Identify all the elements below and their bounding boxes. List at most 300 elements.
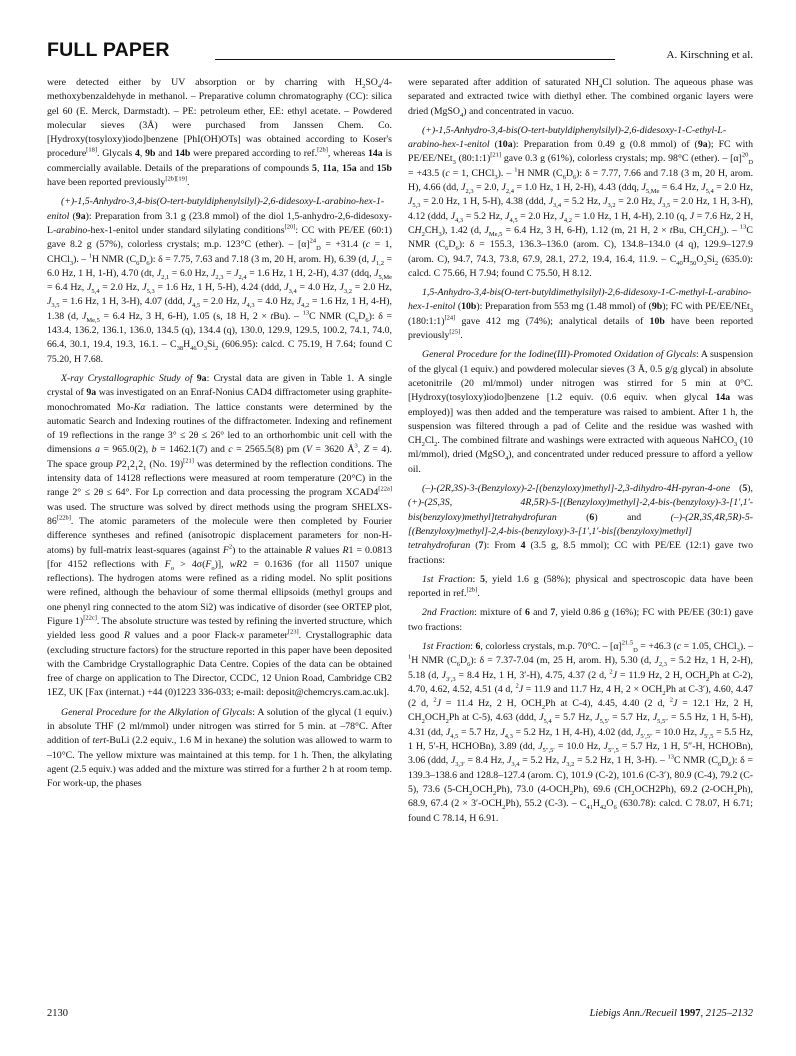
text-run: D <box>139 253 147 265</box>
text-run: : <box>470 640 476 652</box>
text-run: ): δ = 7.37-7.04 (m, 25 H, arom. H), 5.30 (d, <box>470 655 655 667</box>
text-run: J <box>156 267 162 279</box>
text-run: General Procedure for the Alkylation of Glycals <box>61 706 253 718</box>
text-run: = 5.7 Hz, <box>551 712 596 724</box>
text-run: -BuLi (2.2 equiv., 1.6 M in hexane) the solution was allowed to warm to –10°C. The yellow mixture was maintained at this temp. for 1 h. Then, the alkylating agent (2.5 equiv.) was added and the mixture was stirred for a further 2 h at room temp. For work-up, the phases <box>47 735 392 790</box>
text-run: J <box>657 196 663 208</box>
text-run: J <box>187 296 192 308</box>
text-run: 2 <box>733 789 737 797</box>
section-label: FULL PAPER <box>47 39 170 61</box>
text-run: 14a <box>715 392 731 404</box>
text-run: values <box>311 544 343 556</box>
paragraph <box>47 76 392 190</box>
text-run: 11a <box>322 162 337 174</box>
text-run: 7 <box>550 607 556 619</box>
text-run: 6 <box>613 804 617 812</box>
text-run: ): Preparation from 3.1 g (23.8 mmol) of the diol 1,5-anhydro-2,6-didesoxy-L- <box>47 210 392 236</box>
text-run: 4 <box>377 82 382 90</box>
text-run: . The atomic parameters of the molecule were then completed by Fourier difference syntheses and refined (anisotropic displacement parameters for non-H-atoms) by full-matrix least-squares (against <box>47 515 392 556</box>
text-run: ); FC with PE/EE/NEt <box>662 301 750 313</box>
text-run: b <box>151 444 157 456</box>
text-run: Z <box>363 444 370 456</box>
text-run: = 1.05, CHCl <box>681 640 737 652</box>
text-run: 42 <box>599 804 607 812</box>
text-run: H NMR (C <box>411 655 457 667</box>
text-run: 3 <box>749 307 754 315</box>
text-run: 6 <box>445 245 449 253</box>
text-run: 5″,5 <box>607 747 619 755</box>
text-run: 2 <box>445 718 449 726</box>
text-run: = 2.0 Hz, <box>200 296 243 308</box>
text-run: Ph), 69.6 (CH <box>573 783 632 795</box>
text-run: 2 <box>421 718 425 726</box>
text-run: and <box>529 607 551 619</box>
text-run: ): δ = 155.3, 136.3–136.0 (arom. C), 134.8–134.0 (4 q), 129.9–127.9 (arom. C), 94.7, 74.3, 73.8, 67.9, 28.1, 27.2, 19.4, 16.4, 11.9. – C <box>408 239 753 265</box>
page-number: 2130 <box>47 1008 68 1019</box>
text-run: 1,5-Anhydro-3,4-bis(O-tert-butyldimethylsilyl)-2,6-didesoxy-1-C-methyl-L-arabino-hex-1-enitol <box>408 287 752 313</box>
text-run: and <box>356 162 377 174</box>
text-run: = 5.5 Hz, 1 H, 5′-H, HCHOBn), 3.89 (dd, <box>408 726 754 753</box>
text-run: . <box>477 588 480 600</box>
text-run: 3 <box>494 173 498 181</box>
text-run: = 8.4 Hz, 1 H, 3′-H), 4.75, 4.37 (2 d, <box>455 669 610 681</box>
text-run: 9a <box>86 387 97 399</box>
text-run: , whereas <box>327 148 368 160</box>
text-run: D <box>721 755 729 767</box>
text-run: 2 <box>433 696 437 704</box>
text-run: 13 <box>739 223 747 231</box>
text-run: F <box>222 544 229 556</box>
text-run: C <box>706 224 713 236</box>
text-run: 6 <box>456 661 461 669</box>
text-run: 5 <box>480 573 485 585</box>
text-run: ). – <box>73 253 89 265</box>
text-run: J <box>47 296 52 308</box>
text-run: 2 <box>130 458 135 470</box>
text-run: . The combined filtrate and washings were extracted with aqueous NaHCO <box>437 435 734 447</box>
text-run: 1 <box>134 464 139 472</box>
text-run: 6 <box>717 761 722 769</box>
text-run: : A solution of the glycal (1 equiv.) in absolute THF (2 ml/mmol) under nitrogen was stirred for 5 min. at –78°C. After addition of <box>47 706 392 747</box>
text-run: = 6.4 Hz, 3 H, 6-H), 1.05 (s, 18 H, 2 × <box>99 310 271 322</box>
text-run: x <box>239 630 245 642</box>
text-run: J <box>505 210 510 222</box>
text-run: Ph at C-2), 4.70, 4.62, 4.52, 4.51 (4 d, <box>408 669 753 695</box>
text-run: Kα <box>133 401 146 413</box>
text-run: 4,2 <box>301 302 310 310</box>
text-run: 6 <box>467 661 471 669</box>
text-run: = 5.2 Hz, <box>463 210 506 222</box>
text-run: 2 <box>421 230 425 238</box>
text-run: Me,5 <box>488 230 503 238</box>
text-run: [23] <box>287 629 299 637</box>
text-run: J <box>484 224 489 236</box>
text-run: = 2565.5(8) pm ( <box>232 444 306 456</box>
text-run: J <box>461 182 466 194</box>
text-run: 2,4 <box>505 188 514 196</box>
text-run: 4 <box>520 540 526 552</box>
text-run: Si <box>706 253 715 265</box>
text-run: ) to the attainable <box>232 544 306 556</box>
text-run: = 10.0 Hz, <box>652 726 700 738</box>
text-run: : <box>472 573 481 585</box>
text-run: = 6.4 Hz, <box>47 282 87 294</box>
text-run: 5′,5″ <box>640 732 653 740</box>
text-run: = 12.1 Hz, 2 H, CH <box>408 698 753 724</box>
text-run: 2 <box>609 668 613 676</box>
text-run: J <box>603 741 608 753</box>
text-run: 6 <box>146 259 150 267</box>
text-run: O <box>196 339 204 351</box>
text-run: 2 <box>706 675 710 683</box>
text-run: C NMR (C <box>408 224 753 251</box>
text-run: 4,3 <box>455 216 464 224</box>
text-run: ): From <box>483 540 521 552</box>
text-run: ( <box>69 210 76 222</box>
text-run: D <box>633 646 638 654</box>
text-run: were detected either by UV absorption or by charring with H <box>47 77 363 88</box>
text-run: 2 <box>502 804 506 812</box>
text-run: 2 <box>421 441 425 449</box>
text-run: (+)-(2S,3S, 4R,5R)-5-[(Benzyloxy)methyl]-2,4-bis-(benzyloxy)-3-[1′,1′-bis(benzyloxy)methyl]tetrahydrofuran <box>408 497 753 523</box>
text-run: 21.5 <box>621 639 634 647</box>
text-run: . <box>187 177 190 189</box>
text-run: 3,5 <box>51 302 60 310</box>
text-run: 13 <box>302 309 310 317</box>
text-run: [2b][19] <box>165 175 188 183</box>
text-run: J <box>603 196 608 208</box>
text-run: J <box>636 726 641 738</box>
text-run: 4,3 <box>504 732 513 740</box>
text-run: 5,4 <box>705 188 714 196</box>
text-run: : mixture of <box>474 607 525 619</box>
left-column <box>47 76 392 792</box>
text-run: 6 <box>365 316 369 324</box>
text-run: 5′,5 <box>704 732 714 740</box>
text-run: J <box>561 755 567 767</box>
text-run: 50 <box>689 259 697 267</box>
text-run: H <box>712 224 720 236</box>
text-run: c <box>228 444 233 456</box>
text-run: R <box>342 544 349 556</box>
text-run: Me,5 <box>86 316 100 324</box>
text-run: = 5.2 Hz, 1 H, 4-H), 4.02 (dd, <box>512 726 637 738</box>
text-run: a <box>95 444 100 456</box>
running-authors: A. Kirschning et al. <box>666 49 753 61</box>
text-run: , <box>357 444 364 456</box>
text-run: ( <box>730 483 743 495</box>
text-run: 6 <box>136 259 140 267</box>
text-run: 3 <box>69 259 74 267</box>
text-run: J <box>371 253 376 265</box>
text-run: = +43.5 ( <box>408 167 446 179</box>
text-run: J <box>142 282 147 294</box>
text-run: 2 <box>714 259 719 267</box>
text-run: t <box>270 310 274 322</box>
text-run: (+)-1,5-Anhydro-3,4-bis(O-tert-butyldiphenylsilyl)-2,6-didesoxy-1-C-ethyl-L-arabino-hex-1-enitol <box>408 124 727 151</box>
text-run: 40 <box>676 259 683 267</box>
text-run: 4 <box>459 111 464 119</box>
text-run: arabino <box>56 224 88 236</box>
text-run: J <box>374 267 379 279</box>
text-run: radiation. The lattice constants were determined by the automatic Search and Indexing routines of the diffractometer. Indexing and refinement of 19 reflections in the range 3° ≤ 2θ ≤ 26° led to an orthorhombic unit cell with the dimensions <box>47 401 392 456</box>
text-run: = 1.6 Hz, 1 H, 4-H), 1.38 (d, <box>47 296 392 322</box>
text-run: 14a <box>367 148 383 160</box>
text-run: have been reported previously <box>408 315 753 342</box>
text-run: = 5.7 Hz, <box>458 726 501 738</box>
paragraph <box>408 76 753 119</box>
text-run: 10b <box>649 315 665 327</box>
text-run: were separated after addition of saturated NH <box>408 77 600 88</box>
paragraph <box>408 573 753 602</box>
text-run: 3,2 <box>343 288 353 296</box>
text-run: wR <box>229 558 243 570</box>
text-run: J <box>641 182 646 194</box>
text-run: 1 <box>408 654 412 662</box>
text-run: = 4.0 Hz, <box>296 282 340 294</box>
text-run: = 6.4 Hz, 3 H, 6-H), 1.12 (m, 21 H, 2 × <box>502 224 670 236</box>
text-run: = 5.2 Hz, 1 H, 2-H), 5.18 (d, <box>408 655 753 681</box>
text-run: [18] <box>86 147 98 155</box>
text-run: was employed)] was then added and the temperature was raised to ambient. After 1 h, the suspension was filtered through a pad of Celite and the residue was washed with CH <box>408 392 753 447</box>
text-run: ). – <box>497 167 515 179</box>
text-run: 3,3′ <box>455 761 465 769</box>
text-run: Ph), 73.0 (4-OCH <box>496 783 570 795</box>
text-run: ) and <box>594 511 671 523</box>
text-run: 2 <box>662 689 666 697</box>
text-run: 3 <box>438 230 442 238</box>
text-run: [20] <box>284 223 296 231</box>
text-run: = 11.9 and 11.7 Hz, 4 H, 2 × OCH <box>523 683 663 695</box>
text-run: , <box>139 148 146 160</box>
text-run: 2,3 <box>658 661 668 669</box>
text-run: 7 <box>478 540 484 552</box>
text-run: was determined by the reflection conditions. The intensity data of 14128 reflections were measured at room temperature (20°C) in the range 2° ≤ 2θ ≤ 64°. For Lp correction and data processing the program XCAD4 <box>47 458 392 499</box>
text-run: J <box>242 296 247 308</box>
text-run: ) and concentrated in vacuo. <box>463 105 574 117</box>
text-run: 5 <box>312 162 317 174</box>
text-run: -hex-1-enitol under standard silylating conditions <box>87 224 285 236</box>
text-run: : CC with PE/EE (60:1) gave 8.2 g (57%), colorless crystals; m.p. 123°C (ether). – [α] <box>47 224 393 251</box>
text-run: ). – <box>739 640 753 652</box>
text-run: J <box>654 655 659 667</box>
text-run: F <box>205 558 212 570</box>
text-run: ( <box>556 511 590 523</box>
text-run: 5,Me <box>645 188 660 196</box>
text-run: was investigated on an Enraf-Nonius CAD4 diffractometer using graphite-monochromated Mo- <box>47 387 392 413</box>
text-run: was used. The structure was solved by direct methods using the program SHELXS-86 <box>47 501 392 527</box>
text-run: Si <box>207 339 216 351</box>
text-run: 2,4 <box>238 273 247 281</box>
text-run: = 5.7 Hz, 1 H, 5″-H, HCHOBn), 3.06 (ddd, <box>408 741 753 767</box>
text-run: (630.78): calcd. C 78.07, H 6.71; found C 78.14, H 6.91. <box>408 798 754 824</box>
text-run: O <box>696 253 704 265</box>
text-run: 6 <box>589 511 595 523</box>
text-run: 3,4 <box>552 202 562 210</box>
text-run: J <box>500 726 505 738</box>
text-run: 4,5 <box>450 732 459 740</box>
text-run: C NMR (C <box>673 755 718 767</box>
text-run: (10 ml/mmol), dried (MgSO <box>408 435 753 461</box>
paragraph <box>408 286 753 343</box>
text-run: 4 <box>134 148 140 160</box>
text-run: ): δ = 7.75, 7.63 and 7.18 (3 m, 20 H, arom. H), 6.39 (d, <box>149 253 372 265</box>
text-run: = 3620 Å <box>311 444 355 456</box>
text-run: 10b <box>461 301 477 313</box>
text-run: 9a <box>697 139 708 151</box>
text-run: J <box>450 755 456 767</box>
text-run: 2 <box>669 696 673 704</box>
text-run: 2 <box>215 345 219 353</box>
text-run: J <box>436 698 441 710</box>
text-run: J <box>539 712 544 724</box>
text-run: = 10.0 Hz, <box>554 741 604 753</box>
text-run: parameter <box>244 630 288 642</box>
text-run: = 2.0 Hz, <box>352 282 392 294</box>
text-run: )], <box>214 558 230 570</box>
text-run: (No. 19) <box>146 458 184 470</box>
text-run: J <box>507 755 512 767</box>
text-run: 6 <box>355 316 359 324</box>
text-run: = 11.9 Hz, 2 H, OCH <box>617 669 707 681</box>
text-run: 4,2 <box>563 216 572 224</box>
text-run: 1st Fraction <box>422 640 471 652</box>
text-run: 3,4 <box>511 761 520 769</box>
text-run: J <box>501 182 506 194</box>
text-run: . The absolute structure was tested by refining the inverted structure, which yielded less good <box>47 615 392 642</box>
text-run: gave 412 mg (74%); analytical details of <box>455 315 650 327</box>
paragraph <box>408 640 753 826</box>
text-run: [21] <box>490 152 502 160</box>
text-run: = 2.0 Hz, <box>99 282 143 294</box>
text-run: = 6.0 Hz, <box>169 267 212 279</box>
running-footer <box>47 1008 753 1024</box>
paragraph <box>47 372 392 701</box>
text-run: ), <box>747 483 753 495</box>
text-run: : A suspension of the glycal (1 equiv.) and powdered molecular sieves (3 Å, 0.5 g/g glycal) in absolute acetonitrile (20 ml/mmol) under nitrogen was stirred for 5 min at 0°C. [Hydroxy(tosyloxy)iodo]benzene [1.2 equiv. (0.6 equiv. when glycal <box>408 349 753 404</box>
text-run: 2 <box>121 458 127 470</box>
text-run: J <box>699 726 704 738</box>
text-run: = 2.0 Hz, <box>713 182 753 194</box>
text-run: 4 <box>505 455 509 463</box>
text-run: > 4σ( <box>174 558 206 570</box>
text-run: = 2.0 Hz, 1 H, 5-H), 4.38 (ddd, <box>420 196 549 208</box>
text-run: 41 <box>586 804 593 812</box>
text-run: (–)-(2R,3S)-3-(Benzyloxy)-2-[(benzyloxy)methyl]-2,3-dihydro-4H-pyran-4-one <box>422 483 731 495</box>
text-run: 5 <box>742 483 748 495</box>
text-run: = 1.6 Hz, 1 H, 2-H), 4.37 (ddq, <box>246 267 375 279</box>
text-run: J <box>339 282 344 294</box>
text-run: [2b] <box>317 147 328 155</box>
text-run: ( <box>455 301 462 313</box>
journal-year: 1997 <box>679 1008 701 1019</box>
text-run: J <box>445 726 451 738</box>
text-run: H NMR (C <box>91 253 137 265</box>
text-run: Cl <box>424 435 435 447</box>
text-run: = 5.2 Hz, 1 H, 3-H). – <box>574 755 668 767</box>
text-run: = 11.4 Hz, 2 H, OCH <box>441 698 542 710</box>
text-run: 3 <box>452 159 456 167</box>
paragraph <box>408 124 753 281</box>
text-run: ). – <box>723 224 740 236</box>
text-run: = 1.6 Hz, 1 H, 5-H), 4.24 (ddd, <box>154 282 285 294</box>
text-run: 2 <box>569 789 573 797</box>
text-run: J <box>518 683 524 695</box>
text-run: J <box>211 267 216 279</box>
text-run: , <box>316 162 323 174</box>
text-run: 15b <box>376 162 392 174</box>
text-run: H <box>592 798 600 810</box>
text-run: 5,5′ <box>599 718 610 726</box>
text-run: = <box>223 267 235 279</box>
text-run: ): δ = 7.77, 7.66 and 7.18 (3 m, 20 H, arom. H), 4.66 (dd, <box>408 167 754 194</box>
text-run: , colorless crystals, m.p. 70°C. – [α] <box>480 640 622 652</box>
text-run: c <box>676 640 682 652</box>
text-run: = 1.0 Hz, 1 H, 2-H), 4.43 (ddq, <box>513 182 642 194</box>
text-run: = 5.2 Hz, <box>519 755 562 767</box>
text-run: 2 <box>138 458 144 470</box>
text-run: [25] <box>449 328 461 336</box>
text-run: , yield 1.6 g (58%); physical and spectroscopic data have been reported in ref. <box>408 573 754 600</box>
text-run: OCH <box>472 783 493 795</box>
paragraph <box>47 706 392 792</box>
text-run: = 2.0 Hz, <box>517 210 560 222</box>
text-run: 2 <box>469 789 473 797</box>
text-run: tert <box>92 735 107 747</box>
text-run: 6 <box>562 173 566 181</box>
text-run: is commercially available. Details of the preparations of compounds <box>47 148 392 174</box>
text-run: 3,5 <box>662 202 671 210</box>
text-run: o <box>211 564 215 572</box>
text-run: 2 <box>492 789 497 797</box>
text-run: = 7.6 Hz, 2 H, C <box>408 210 754 236</box>
text-run: ); FC with PE/EE/NEt <box>408 139 753 165</box>
text-run: 3,2 <box>566 761 575 769</box>
text-run: . <box>460 330 463 342</box>
text-run: J <box>612 669 618 681</box>
text-run: ): Preparation from 553 mg (1.48 mmol) of ( <box>476 301 652 313</box>
text-run: 2,3 <box>215 273 224 281</box>
text-run: c <box>365 239 371 251</box>
text-run: were prepared according to ref. <box>190 148 318 160</box>
text-run: J <box>652 712 658 724</box>
text-run: 1 <box>514 166 518 174</box>
text-run: F <box>164 558 171 570</box>
text-run: ), and concentrated under reduced pressure to afford a yellow oil. <box>408 449 753 475</box>
text-run: R <box>305 544 312 556</box>
text-run: D <box>358 310 366 322</box>
text-run: = +31.4 ( <box>320 239 366 251</box>
text-run: 3 <box>733 441 738 449</box>
text-run: = 1462.1(7) and <box>156 444 229 456</box>
text-run: 3,2 <box>607 202 616 210</box>
text-run: 5,Me <box>378 273 392 281</box>
text-run: 9a <box>75 210 86 222</box>
text-run: : Crystal data are given in Table 1. A single crystal of <box>47 372 392 399</box>
text-run: 6 <box>455 245 459 253</box>
text-run: 5″,5′ <box>542 747 555 755</box>
text-run: = 1, CHCl <box>47 239 392 265</box>
text-run: 4,3 <box>246 302 255 310</box>
text-run: Bu). – <box>273 310 303 322</box>
text-run: values and a poor Flack- <box>130 630 240 642</box>
journal-citation <box>590 1008 753 1019</box>
text-run: ( <box>470 540 479 552</box>
text-run: General Procedure for the Iodine(III)-Promoted Oxidation of Glycals <box>422 349 697 361</box>
text-run: 5,3 <box>412 202 421 210</box>
text-run: Ph at C-5), 4.63 (ddd, <box>448 712 540 724</box>
text-run: c <box>445 167 450 179</box>
